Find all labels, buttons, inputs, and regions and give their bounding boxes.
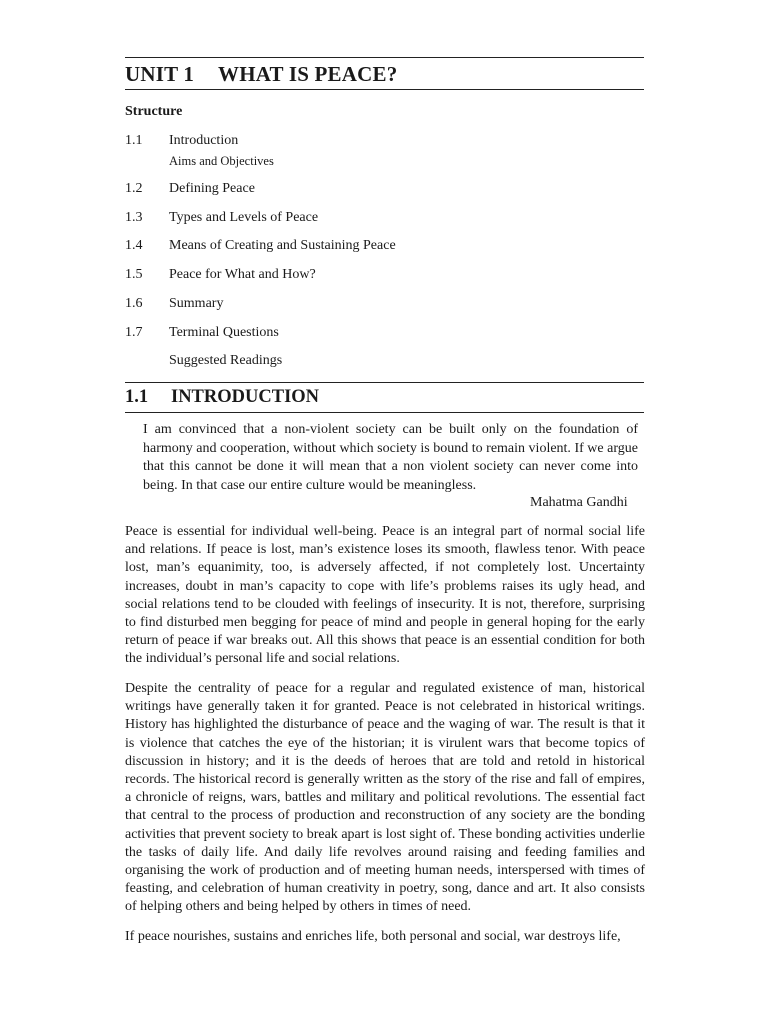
section-bottom-rule: [125, 412, 644, 413]
toc-item-number: 1.6: [125, 296, 143, 311]
toc-item-label: Means of Creating and Sustaining Peace: [169, 238, 396, 253]
toc-item-label: Defining Peace: [169, 181, 255, 196]
toc-item-label: Types and Levels of Peace: [169, 210, 319, 225]
toc-item-label: Peace for What and How?: [169, 267, 316, 282]
structure-heading: Structure: [125, 104, 183, 119]
toc-item-label: Introduction: [169, 133, 239, 148]
toc-item-number: 1.5: [125, 267, 143, 282]
section-number: 1.1: [125, 387, 149, 407]
toc-subitem: Aims and Objectives: [169, 154, 274, 168]
unit-title-text: WHAT IS PEACE?: [218, 62, 398, 86]
section-heading: [125, 387, 319, 408]
toc-suggested-readings: Suggested Readings: [169, 353, 283, 368]
toc-item-number: 1.1: [125, 133, 143, 148]
toc-item-number: 1.3: [125, 210, 143, 225]
body-paragraph: If peace nourishes, sustains and enriches life, both personal and social, war destroys life,: [125, 929, 621, 944]
toc-item-number: 1.2: [125, 181, 143, 196]
top-rule: [125, 57, 644, 58]
toc-item-number: 1.7: [125, 325, 143, 340]
toc-item-label: Terminal Questions: [169, 325, 279, 340]
body-paragraph: Despite the centrality of peace for a regular and regulated existence of man, historical writings have generally taken it for granted. Peace is not celebrated in historical writings. History has highlighted the disturbance of peace and the waging of war. The result is that it is violence that catches the eye of the historian; it is virulent wars that become topics of discussion in history; and it is the deeds of heroes that are told and retold in historical records. The historical record is generally written as the story of the rise and fall of empires, a chronicle of reigns, wars, battles and military and political revolutions. The essential fact that central to the process of production and reconstruction of any society are the bonding activities that prevent society to break apart is lost sight of. These bonding activities underlie the tasks of daily life. And daily life revolves around raising and feeding families and organising the work of production and of meeting human needs, interspersed with times of feasting, and celebration of human creativity in poetry, song, dance and art. It also consists of helping others and being helped by others in times of need.: [125, 681, 645, 915]
quote-author: Mahatma Gandhi: [530, 495, 628, 510]
toc-item-label: Summary: [169, 296, 224, 311]
title-underline-rule: [125, 89, 644, 90]
unit-number: UNIT 1: [125, 62, 195, 86]
body-paragraph: Peace is essential for individual well-being. Peace is an integral part of normal social life and relations. If peace is lost, man’s existence loses its smooth, flawless tenor. With peace lost, man’s equanimity, too, is adversely affected, if not completely lost. Uncertainty increases, doubt in man’s capacity to cope with life’s problems raises its ugly head, and social relations tend to be clouded with feelings of insecurity. It is not, therefore, surprising to find disturbed men begging for peace of mind and people in general hoping for the early return of peace if war breaks out. All this shows that peace is an essential condition for both the individual’s personal life and social relations.: [125, 524, 645, 667]
section-title-text: INTRODUCTION: [171, 387, 320, 407]
epigraph-quote: I am convinced that a non-violent society can be built only on the foundation of harmony and cooperation, without which society is bound to remain violent. If we argue that this cannot be done it will mean that a non violent society can never come into being. In that case our entire culture would be meaningless.: [143, 422, 638, 493]
unit-title: [125, 62, 397, 87]
section-top-rule: [125, 382, 644, 383]
toc-item-number: 1.4: [125, 238, 143, 253]
